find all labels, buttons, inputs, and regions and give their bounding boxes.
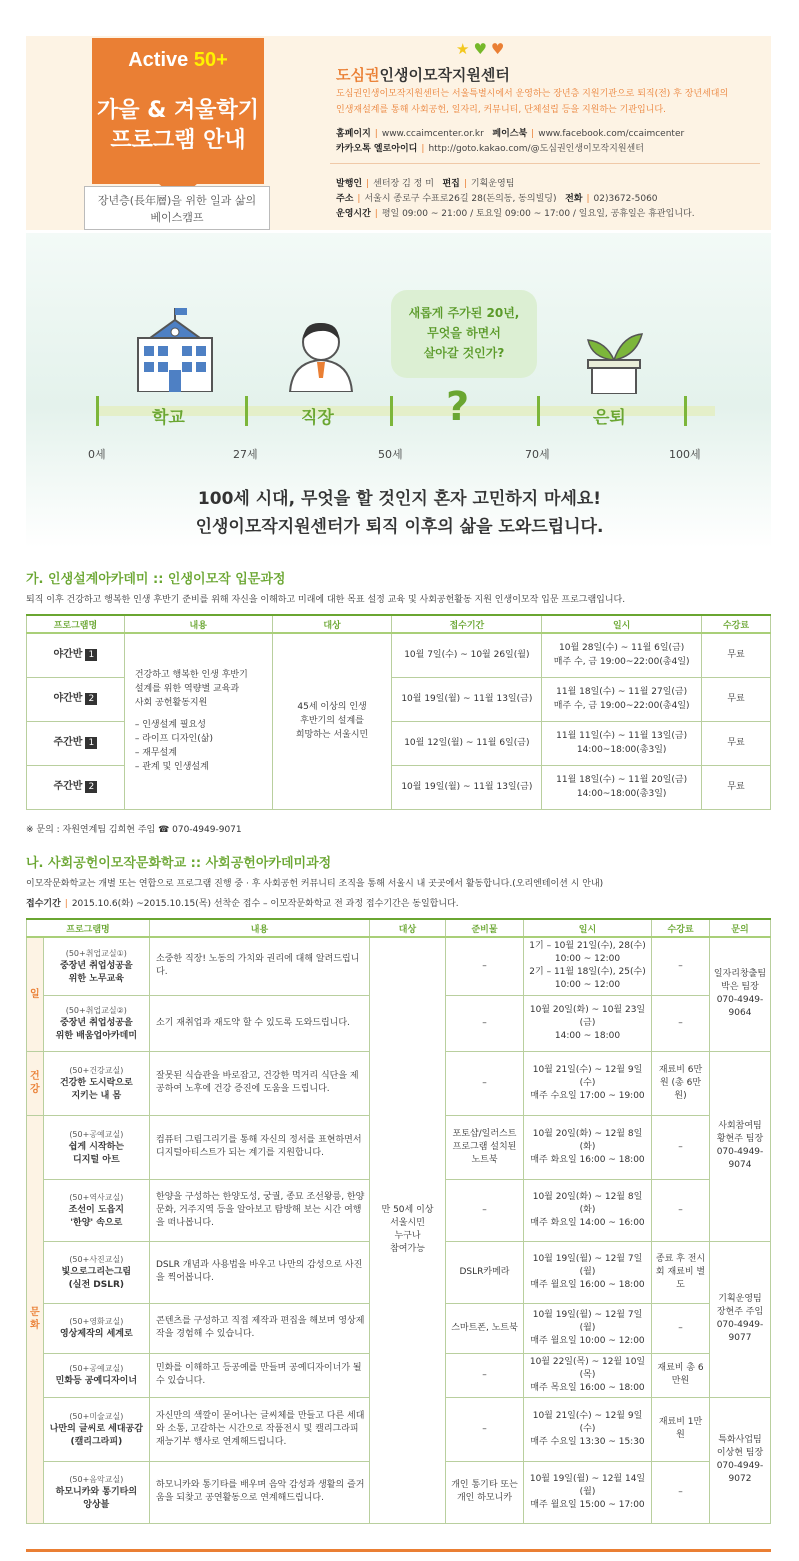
- schedule: 10월 21일(수) ~ 12월 9일(수) 매주 수요일 13:30 ~ 15:30: [524, 1397, 652, 1461]
- category-work: 일: [27, 937, 44, 1051]
- star-icon: ★: [456, 40, 474, 58]
- schedule: 10월 19일(월) ~ 12월 7일(월) 매주 월요일 16:00 ~ 18:00: [524, 1241, 652, 1303]
- program-content: 콘텐츠를 구성하고 직접 제작과 편집을 해보며 영상제작을 경험해 수 있습니다.: [150, 1303, 370, 1353]
- contact: 사회참여팀 황현주 팀장 070-4949- 9074: [710, 1051, 771, 1241]
- table-header-row: 프로그램명 내용 대상 접수기간 일시 수강료: [27, 615, 771, 633]
- publisher-info: 발행인 | 센터장 김 정 미 편집 | 기획운영팀: [336, 179, 515, 189]
- section-a-title: 가. 인생설계아카데미 :: 인생이모작 입문과정: [26, 572, 286, 587]
- program-name: (50+공예교실) 민화등 공예디자이너: [43, 1353, 149, 1397]
- schedule: 11월 18일(수) ~ 11월 20일(금) 14:00~18:00(총3일): [542, 765, 702, 809]
- preparation: –: [446, 937, 524, 995]
- facebook-link[interactable]: www.facebook.com/ccaimcenter: [538, 129, 685, 139]
- timeline-tick: [537, 396, 540, 426]
- program-name: 야간반 1: [27, 633, 125, 677]
- band-message-2: 인생이모작지원센터가 퇴직 이후의 삶을 도와드립니다.: [195, 517, 604, 537]
- fee: 무료: [702, 765, 771, 809]
- contact: 특화사업팀 이상현 팀장 070-4949- 9072: [710, 1397, 771, 1523]
- register-period: 10월 12일(월) ~ 11월 6일(금): [392, 721, 542, 765]
- header-divider: [330, 163, 760, 164]
- bottom-rule: [26, 1549, 771, 1552]
- stage-work: 직장: [301, 408, 334, 428]
- timeline-tick: [390, 396, 393, 426]
- fee: –: [652, 1115, 710, 1179]
- badge-title: [92, 82, 264, 184]
- program-content: 자신만의 색깔이 묻어나는 글씨체를 만들고 다른 세대와 소통, 고갈하는 시간으로 작품전시 및 캘리그라피 재능기부 행사로 연계해드립니다.: [150, 1397, 370, 1461]
- category-culture: 문화: [27, 1115, 44, 1523]
- register-period: 10월 19일(월) ~ 11월 13일(금): [392, 677, 542, 721]
- plant-pot-icon: [584, 330, 644, 394]
- section-b-title: 나. 사회공헌이모작문화학교 :: 사회공헌아카데미과정: [26, 856, 332, 871]
- question-bubble: 새롭게 주가된 20년, 무엇을 하면서 살아갈 것인가?: [391, 290, 537, 378]
- age-label: 50세: [378, 448, 403, 461]
- schedule: 10월 21일(수) ~ 12월 9일(수) 매주 수요일 17:00 ~ 19:00: [524, 1051, 652, 1115]
- subtitle-line2: 베이스캠프: [150, 211, 204, 224]
- program-content: 소기 재취업과 재도약 할 수 있도록 도와드립니다.: [150, 995, 370, 1051]
- subtitle-box: [84, 186, 270, 230]
- hours-info: 운영시간 | 평일 09:00 ~ 21:00 / 토요일 09:00 ~ 17:00 / 일요일, 공휴일은 휴관입니다.: [336, 209, 695, 219]
- preparation: –: [446, 1179, 524, 1241]
- program-target: 만 50세 이상 서울시민 누구나 참여가능: [370, 937, 446, 1523]
- schedule: 10월 19일(월) ~ 12월 14일(월) 매주 월요일 15:00 ~ 17:00: [524, 1461, 652, 1523]
- program-name: (50+취업교실①) 중장년 취업성공을 위한 노무교육: [43, 937, 149, 995]
- stage-school: 학교: [152, 408, 185, 428]
- preparation: –: [446, 1353, 524, 1397]
- org-description: 도심권인생이모작지원센터는 서울특별시에서 운영하는 장년층 지원기관으로 퇴직(전) 후 장년세대의 인생재설계를 통해 사회공헌, 일자리, 커뮤니티, 단체설립 등을 지원하는 기관입니다.: [336, 89, 729, 115]
- program-name: (50+건강교실) 건강한 도시락으로 지키는 내 몸: [43, 1051, 149, 1115]
- program-content: 한양을 구성하는 한양도성, 궁궐, 종묘 조선왕릉, 한양문화, 거주지역 등을 알아보고 탐방해 보는 시간 여행을 떠나봅니다.: [150, 1179, 370, 1241]
- preparation: 개인 통기타 또는 개인 하모니카: [446, 1461, 524, 1523]
- academy-table: [26, 614, 771, 810]
- register-period: 10월 7일(수) ~ 10월 26일(월): [392, 633, 542, 677]
- fee: 종료 후 전시회 재료비 별도: [652, 1241, 710, 1303]
- schedule: 10월 20일(화) ~ 12월 8일(화) 매주 화요일 16:00 ~ 18:00: [524, 1115, 652, 1179]
- office-worker-icon: [284, 318, 358, 392]
- preparation: 포토샵/일러스트 프로그램 설치된 노트북: [446, 1115, 524, 1179]
- badge-title-line2: 프로그램 안내: [110, 128, 246, 153]
- org-name: 도심권인생이모작지원센터: [336, 66, 510, 84]
- age-label: 100세: [669, 448, 701, 461]
- kakao-info: 카카오톡 옐로아이디 | http://goto.kakao.com/@도심권인생이모작지원센터: [336, 144, 644, 154]
- program-name: (50+영화교실) 영상제작의 세계로: [43, 1303, 149, 1353]
- fee: 재료비 총 6만원: [652, 1353, 710, 1397]
- program-name: (50+공예교실) 쉽게 시작하는 디지털 아트: [43, 1115, 149, 1179]
- band-message-1: 100세 시대, 무엇을 할 것인지 혼자 고민하지 마세요!: [197, 489, 602, 509]
- section-a-contact: ※ 문의 : 자원연계팀 김희현 주임 ☎ 070-4949-9071: [26, 825, 242, 835]
- section-b-registration: 접수기간 | 2015.10.6(화) ~2015.10.15(목) 선착순 접수 – 이모작문화학교 전 과정 접수기간은 동일합니다.: [26, 899, 459, 909]
- program-name: (50+음악교실) 하모니카와 통기타의 앙상블: [43, 1461, 149, 1523]
- fee: 무료: [702, 677, 771, 721]
- schedule: 11월 11일(수) ~ 11월 13일(금) 14:00~18:00(총3일): [542, 721, 702, 765]
- timeline-tick: [684, 396, 687, 426]
- section-b-desc: 이모작문화학교는 개별 또는 연합으로 프로그램 진행 중 · 후 사회공헌 커뮤니티 조직을 통해 서울시 내 곳곳에서 활동합니다.(오리엔테이션 시 안내): [26, 879, 604, 889]
- preparation: –: [446, 1397, 524, 1461]
- fee: 재료비 6만원 (총 6만원): [652, 1051, 710, 1115]
- schedule: 10월 22일(목) ~ 12월 10일(목) 매주 목요일 16:00 ~ 18:00: [524, 1353, 652, 1397]
- program-target: 45세 이상의 인생 후반기의 설계를 희망하는 서울시민: [272, 633, 392, 809]
- address-info: 주소 | 서울시 종로구 수표로26길 28(돈의동, 동의빌딩) 전화 | 02)3672-5060: [336, 194, 658, 204]
- heart-icon: ♥: [473, 40, 491, 58]
- kakao-link[interactable]: http://goto.kakao.com/@도심권인생이모작지원센터: [428, 144, 644, 154]
- preparation: DSLR카메라: [446, 1241, 524, 1303]
- badge-active50: Active 50+: [92, 38, 264, 82]
- schedule: 10월 20일(화) ~ 12월 8일(화) 매주 화요일 14:00 ~ 16:00: [524, 1179, 652, 1241]
- program-content: 하모니카와 통기타를 배우며 음악 감성과 생활의 즐거움을 되찾고 공연활동으로 연계해드립니다.: [150, 1461, 370, 1523]
- stage-unknown: ?: [446, 384, 470, 430]
- program-badge: [92, 38, 264, 180]
- stage-retire: 은퇴: [593, 408, 626, 428]
- culture-school-table: [26, 918, 771, 1524]
- table-row: [27, 633, 771, 677]
- schedule: 11월 18일(수) ~ 11월 27일(금) 매주 수, 금 19:00~22:00(총4일): [542, 677, 702, 721]
- fee: –: [652, 1461, 710, 1523]
- web-info: 홈페이지 | www.ccaimcenter.or.kr 페이스북 | www.facebook.com/ccaimcenter: [336, 129, 685, 139]
- schedule: 1기 – 10월 21일(수), 28(수) 10:00 ~ 12:00 2기 – 11월 18일(수), 25(수) 10:00 ~ 12:00: [524, 937, 652, 995]
- fee: 무료: [702, 633, 771, 677]
- fee: –: [652, 1179, 710, 1241]
- badge-title-line1: 가을 & 겨울학기: [96, 98, 260, 123]
- program-name: 주간반 2: [27, 765, 125, 809]
- fee: –: [652, 1303, 710, 1353]
- age-label: 70세: [525, 448, 550, 461]
- program-content: 건강하고 행복한 인생 후반기 설계를 위한 역량별 교육과 사회 공헌활동지원 – 인생설계 필요성 – 라이프 디자인(삶) – 재무설계 – 관계 및 인생설계: [124, 633, 272, 809]
- fee: 무료: [702, 721, 771, 765]
- decoration-icons: [456, 40, 508, 58]
- schedule: 10월 28일(수) ~ 11월 6일(금) 매주 수, 금 19:00~22:00(총4일): [542, 633, 702, 677]
- category-health: 건강: [27, 1051, 44, 1115]
- timeline-tick: [96, 396, 99, 426]
- schedule: 10월 20일(화) ~ 10월 23일(금) 14:00 ~ 18:00: [524, 995, 652, 1051]
- subtitle-line1: 장년층(長年層)을 위한 일과 삶의: [97, 194, 257, 207]
- table-header-row: 프로그램명 내용 대상 준비물 일시 수강료 문의: [27, 919, 771, 937]
- age-label: 27세: [233, 448, 258, 461]
- section-a-desc: 퇴직 이후 건강하고 행복한 인생 후반기 준비를 위해 자신을 이해하고 미래에 대한 목표 설정 교육 및 사회공헌활동 지원 인생이모작 입문 프로그램입니다.: [26, 595, 626, 605]
- program-content: 컴퓨터 그림그리기를 통해 자신의 정서를 표현하면서 디지털아티스트가 되는 계기를 지원합니다.: [150, 1115, 370, 1179]
- preparation: –: [446, 1051, 524, 1115]
- table-row: [27, 937, 771, 995]
- fee: –: [652, 937, 710, 995]
- program-content: DSLR 개념과 사용법을 바우고 나만의 감성으로 사진을 찍어봅니다.: [150, 1241, 370, 1303]
- contact: 일자리창출팀 박은 팀장 070-4949- 9064: [710, 937, 771, 1051]
- school-icon: [130, 308, 220, 392]
- program-name: 주간반 1: [27, 721, 125, 765]
- timeline-tick: [245, 396, 248, 426]
- heart-icon: ♥: [490, 40, 509, 58]
- fee: 재료비 1만원: [652, 1397, 710, 1461]
- contact: 기획운영팀 장현주 주임 070-4949- 9077: [710, 1241, 771, 1397]
- program-name: (50+취업교실②) 중장년 취업성공을 위한 배움업아카데미: [43, 995, 149, 1051]
- preparation: 스마트폰, 노트북: [446, 1303, 524, 1353]
- preparation: –: [446, 995, 524, 1051]
- register-period: 10월 19일(월) ~ 11월 13일(금): [392, 765, 542, 809]
- program-name: (50+역사교실) 조선이 도읍지 '한양' 속으로: [43, 1179, 149, 1241]
- program-name: (50+사진교실) 빛으로그리는그림 (실전 DSLR): [43, 1241, 149, 1303]
- age-label: 0세: [88, 448, 106, 461]
- program-name: 야간반 2: [27, 677, 125, 721]
- program-content: 소중한 직장! 노동의 가치와 권리에 대해 알려드립니다.: [150, 937, 370, 995]
- schedule: 10월 19일(월) ~ 12월 7일(월) 매주 월요일 10:00 ~ 12:00: [524, 1303, 652, 1353]
- program-content: 잘못된 식습관을 바로잡고, 건강한 먹거리 식단을 제공하여 노후에 건강 증진에 도움을 드립니다.: [150, 1051, 370, 1115]
- fee: –: [652, 995, 710, 1051]
- program-content: 민화를 이해하고 등공예를 만들며 공예디자이너가 될 수 있습니다.: [150, 1353, 370, 1397]
- program-name: (50+미술교실) 나만의 글씨로 세대공감 (캘리그라피): [43, 1397, 149, 1461]
- homepage-link[interactable]: www.ccaimcenter.or.kr: [381, 129, 484, 139]
